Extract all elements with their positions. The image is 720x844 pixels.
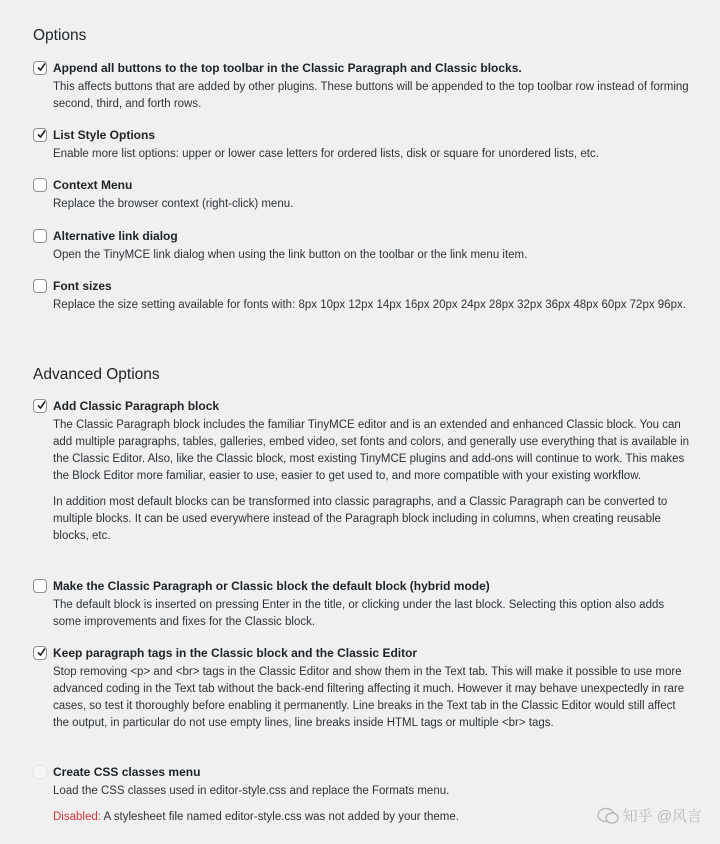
font-sizes-description: Replace the size setting available for fonts with: 8px 10px 12px 14px 16px 20px 24px 28px 32px 36px 48px 60px 72px 96px. (53, 299, 686, 311)
option-classic-paragraph (33, 397, 693, 545)
keep-paragraph-tags-checkbox[interactable] (33, 646, 47, 660)
default-block-checkbox[interactable] (33, 579, 47, 593)
default-block-label[interactable]: Make the Classic Paragraph or Classic block the default block (hybrid mode) (53, 579, 490, 593)
link-dialog-label[interactable]: Alternative link dialog (53, 229, 178, 243)
font-sizes-label[interactable]: Font sizes (53, 279, 112, 293)
checkmark-icon (37, 400, 46, 410)
option-css-classes-menu (33, 763, 693, 826)
link-dialog-checkbox[interactable] (33, 229, 47, 243)
keep-paragraph-tags-description: Stop removing <p> and <br> tags in the Classic Editor and show them in the Text tab. This will make it possible to use more advanced coding in the Text tab without the back-end filtering affecting it much. However it may behave unexpectedly in rare cases, so test it thoroughly before enabling it permanently. Line breaks in the Text tab in the Classic Editor would still affect the output, in particular do not use empty lines, line breaks inside HTML tags or multiple <br> tags. (53, 666, 685, 729)
watermark (597, 805, 702, 826)
font-sizes-checkbox[interactable] (33, 279, 47, 293)
option-link-dialog (33, 227, 693, 264)
disabled-label: Disabled: (53, 811, 101, 823)
context-menu-label[interactable]: Context Menu (53, 178, 133, 192)
checkmark-icon (37, 129, 46, 139)
classic-paragraph-label[interactable]: Add Classic Paragraph block (53, 399, 220, 413)
append-buttons-description: This affects buttons that are added by other plugins. These buttons will be appended to the top toolbar row instead of forming second, third, and forth rows. (53, 81, 689, 110)
list-style-checkbox[interactable] (33, 128, 47, 142)
list-style-label[interactable]: List Style Options (53, 128, 156, 142)
link-dialog-description: Open the TinyMCE link dialog when using the link button on the toolbar or the link menu item. (53, 249, 528, 261)
list-style-description: Enable more list options: upper or lower case letters for ordered lists, disk or square for unordered lists, etc. (53, 148, 599, 160)
checkmark-icon (37, 647, 46, 657)
checkmark-icon (37, 62, 46, 72)
classic-paragraph-checkbox[interactable] (33, 399, 47, 413)
default-block-description: The default block is inserted on pressing Enter in the title, or clicking under the last block. Selecting this option also adds some improvements and fixes for the Classic block. (53, 599, 665, 628)
options-heading: Options (33, 27, 87, 44)
chat-bubble-icon (597, 807, 619, 825)
watermark-text: 知乎 @风言 (622, 808, 702, 825)
css-classes-menu-label: Create CSS classes menu (53, 765, 201, 779)
option-append-buttons (33, 59, 693, 113)
disabled-text: A stylesheet file named editor-style.css was not added by your theme. (100, 811, 459, 823)
option-font-sizes (33, 277, 693, 314)
option-default-block (33, 577, 693, 631)
css-classes-menu-checkbox (33, 765, 47, 779)
advanced-options-heading: Advanced Options (33, 366, 160, 383)
css-classes-menu-description: Load the CSS classes used in editor-style.css and replace the Formats menu. (53, 785, 450, 797)
append-buttons-checkbox[interactable] (33, 61, 47, 75)
option-context-menu (33, 176, 693, 213)
classic-paragraph-description-2: In addition most default blocks can be transformed into classic paragraphs, and a Classic Paragraph can be converted to multiple blocks. It can be used everywhere instead of the Paragraph block including in columns, when creating reusable blocks, etc. (53, 496, 668, 542)
context-menu-description: Replace the browser context (right-click) menu. (53, 198, 294, 210)
keep-paragraph-tags-label[interactable]: Keep paragraph tags in the Classic block and the Classic Editor (53, 646, 418, 660)
context-menu-checkbox[interactable] (33, 178, 47, 192)
option-list-style (33, 126, 693, 163)
append-buttons-label[interactable]: Append all buttons to the top toolbar in the Classic Paragraph and Classic blocks. (53, 61, 522, 75)
option-keep-paragraph-tags (33, 644, 693, 732)
classic-paragraph-description: The Classic Paragraph block includes the familiar TinyMCE editor and is an extended and enhanced Classic block. You can add multiple paragraphs, tables, galleries, embed video, set fonts and colors, and generally use everything that is available in the Classic Editor. Also, like the Classic block, most existing TinyMCE plugins and add-ons will continue to work. This makes the Block Editor more familiar, easier to use, easier to get used to, and more compatible with your existing workflow. (53, 419, 690, 482)
